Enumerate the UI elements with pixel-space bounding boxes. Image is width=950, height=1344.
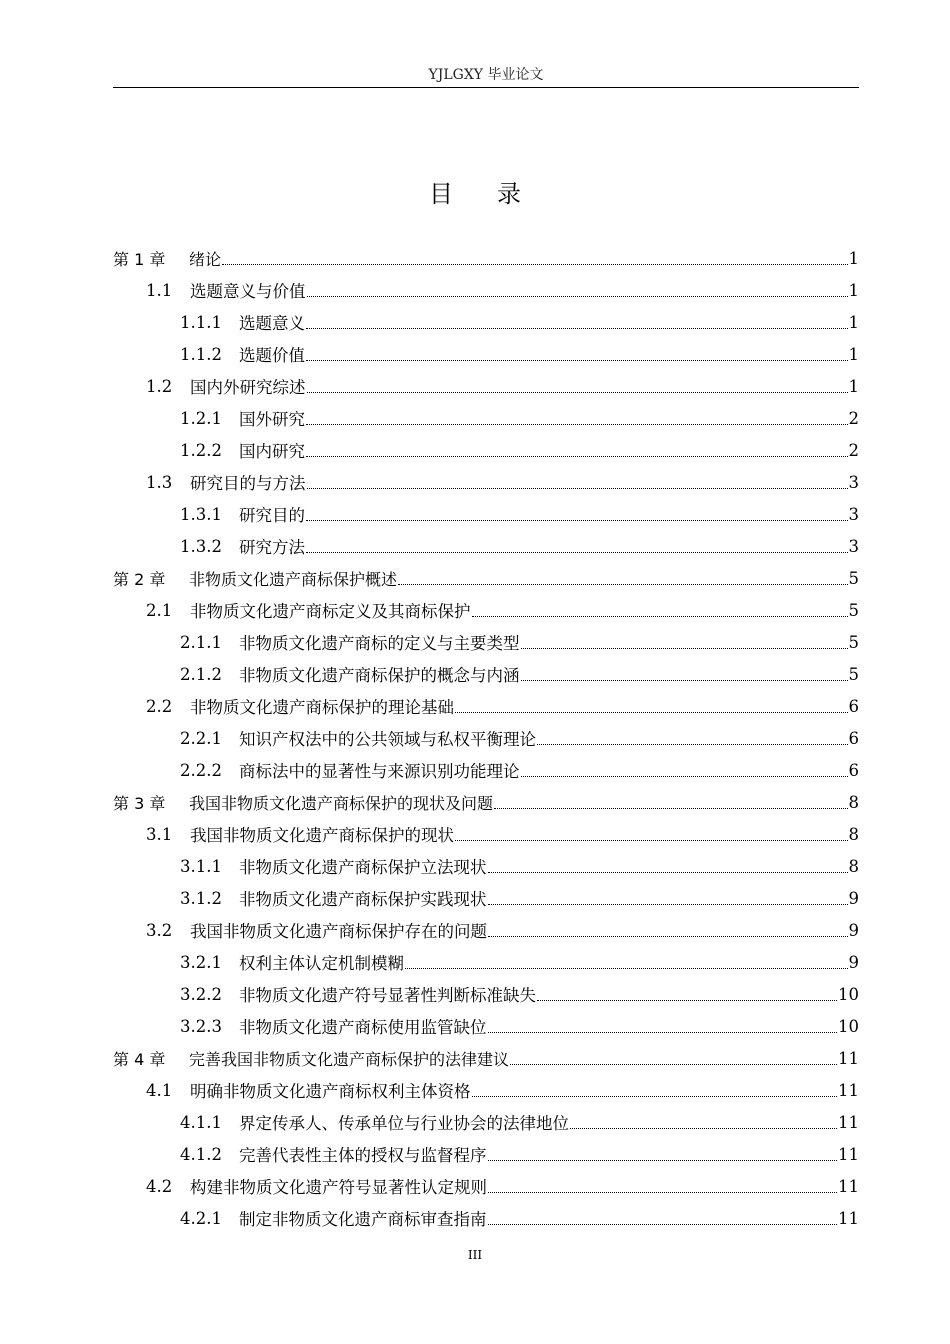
toc-dot-leader [488,1032,838,1033]
toc-entry-page: 1 [848,312,859,332]
toc-entry-title: 非物质文化遗产商标保护立法现状 [239,858,487,877]
toc-entry-number: 3.1.1 [180,856,222,876]
toc-entry-number: 1.2.2 [180,440,222,460]
toc-dot-leader [306,456,848,457]
toc-entry-number: 1.1 [146,280,173,300]
toc-dot-leader [306,360,848,361]
toc-entry-title: 非物质文化遗产商标定义及其商标保护 [190,602,471,621]
toc-entry[interactable] [113,818,859,850]
toc-dot-leader [537,1000,837,1001]
toc-entry[interactable] [113,306,859,338]
toc-entry-title: 研究目的与方法 [190,474,306,493]
toc-dot-leader [306,328,848,329]
toc-entry-number: 4.2 [146,1176,173,1196]
toc-entry-number: 2.2.1 [180,728,222,748]
toc-title: 目录 [429,180,565,208]
toc-dot-leader [222,264,847,265]
toc-entry-page: 2 [848,440,859,460]
toc-entry[interactable] [113,946,859,978]
toc-entry-title: 权利主体认定机制模糊 [239,954,404,973]
toc-entry-page: 1 [848,376,859,396]
toc-dot-leader [306,520,848,521]
toc-entry[interactable] [113,978,859,1010]
toc-entry-number: 4.2.1 [180,1208,222,1228]
header-rule [113,87,859,88]
toc-entry-page: 8 [848,856,859,876]
toc-entry-page: 10 [838,1016,859,1036]
toc-entry-title: 制定非物质文化遗产商标审查指南 [239,1210,487,1229]
toc-entry-title: 国外研究 [239,410,305,429]
toc-entry[interactable] [113,1042,859,1074]
toc-dot-leader [494,808,847,809]
toc-entry[interactable] [113,338,859,370]
toc-entry-number: 1.3.2 [180,536,222,556]
toc-entry-number: 1.3 [146,472,173,492]
toc-dot-leader [488,1160,838,1161]
toc-entry[interactable] [113,1202,859,1234]
toc-entry[interactable] [113,850,859,882]
toc-entry-number: 1.1.2 [180,344,222,364]
toc-entry-title: 国内研究 [239,442,305,461]
toc-entry-number: 3.2.1 [180,952,222,972]
toc-entry-number: 4.1 [146,1080,173,1100]
toc-entry-number: 2.1 [146,600,173,620]
toc-entry-title: 非物质文化遗产商标保护的理论基础 [190,698,454,717]
toc-entry-page: 11 [838,1208,859,1228]
toc-entry[interactable] [113,370,859,402]
toc-entry-page: 1 [848,280,859,300]
toc-entry-number: 1.2.1 [180,408,222,428]
toc-entry[interactable] [113,786,859,818]
toc-entry-page: 9 [848,952,859,972]
toc-entry-page: 6 [848,760,859,780]
toc-dot-leader [405,968,848,969]
toc-entry-page: 5 [848,600,859,620]
toc-entry-number: 第 4 章 [113,1049,166,1069]
toc-dot-leader [307,488,848,489]
toc-entry-title: 构建非物质文化遗产符号显著性认定规则 [190,1178,487,1197]
toc-dot-leader [521,680,848,681]
toc-entry-page: 3 [848,504,859,524]
toc-entry-page: 11 [838,1112,859,1132]
toc-entry-number: 2.1.1 [180,632,222,652]
toc-entry-page: 6 [848,728,859,748]
toc-entry-page: 11 [838,1080,859,1100]
toc-dot-leader [510,1064,837,1065]
toc-dot-leader [488,872,848,873]
toc-entry-title: 商标法中的显著性与来源识别功能理论 [239,762,520,781]
toc-dot-leader [472,616,848,617]
toc-entry[interactable] [113,1138,859,1170]
toc-entry-page: 5 [848,568,859,588]
toc-entry[interactable] [113,1074,859,1106]
toc-entry-page: 11 [838,1176,859,1196]
toc-entry-page: 5 [848,632,859,652]
toc-entry-number: 第 3 章 [113,793,166,813]
toc-entry-title: 非物质文化遗产商标保护的概念与内涵 [239,666,520,685]
toc-dot-leader [307,392,848,393]
toc-entry[interactable] [113,626,859,658]
toc-entry-title: 完善我国非物质文化遗产商标保护的法律建议 [189,1049,510,1069]
toc-entry-number: 第 2 章 [113,569,166,589]
toc-entry-title: 明确非物质文化遗产商标权利主体资格 [190,1082,471,1101]
toc-entry-title: 研究方法 [239,538,305,557]
toc-entry[interactable] [113,466,859,498]
toc-dot-leader [306,552,848,553]
toc-dot-leader [306,424,848,425]
toc-entry-number: 3.2.3 [180,1016,222,1036]
toc-entry-page: 1 [848,344,859,364]
toc-dot-leader [488,936,848,937]
toc-entry-number: 1.1.1 [180,312,222,332]
toc-entry-title: 绪论 [189,249,222,269]
toc-entry-number: 3.1 [146,824,173,844]
toc-entry-title: 非物质文化遗产商标的定义与主要类型 [239,634,520,653]
toc-dot-leader [472,1096,838,1097]
toc-entry-title: 我国非物质文化遗产商标保护的现状 [190,826,454,845]
toc-entry-number: 1.2 [146,376,173,396]
toc-entry-title: 我国非物质文化遗产商标保护的现状及问题 [189,793,494,813]
toc-entry-title: 完善代表性主体的授权与监督程序 [239,1146,487,1165]
toc-entry[interactable] [113,690,859,722]
toc-entry-title: 非物质文化遗产商标保护概述 [189,569,398,589]
toc-entry-page: 2 [848,408,859,428]
toc-dot-leader [307,296,848,297]
toc-dot-leader [398,584,847,585]
toc-entry[interactable] [113,722,859,754]
toc-entry-title: 选题意义与价值 [190,282,306,301]
toc-entry-page: 3 [848,472,859,492]
toc-entry[interactable] [113,562,859,594]
toc-dot-leader [570,1128,837,1129]
toc-entry-page: 5 [848,664,859,684]
toc-entry-number: 2.2 [146,696,173,716]
toc-entry[interactable] [113,274,859,306]
toc-dot-leader [488,904,848,905]
page-header: YJLGXY 毕业论文 [428,67,544,83]
toc-entry-title: 界定传承人、传承单位与行业协会的法律地位 [239,1114,569,1133]
toc-entry[interactable] [113,914,859,946]
toc-entry-title: 知识产权法中的公共领域与私权平衡理论 [239,730,536,749]
toc-entry-page: 9 [848,920,859,940]
toc-entry[interactable] [113,1170,859,1202]
toc-dot-leader [455,840,848,841]
toc-entry-title: 我国非物质文化遗产商标保护存在的问题 [190,922,487,941]
toc-entry-number: 3.2 [146,920,173,940]
table-of-contents [113,242,859,1234]
toc-entry[interactable] [113,658,859,690]
toc-entry-page: 11 [838,1144,859,1164]
toc-entry-page: 9 [848,888,859,908]
toc-entry-title: 非物质文化遗产商标使用监管缺位 [239,1018,487,1037]
toc-entry-title: 选题价值 [239,346,305,365]
toc-entry-title: 非物质文化遗产符号显著性判断标准缺失 [239,986,536,1005]
toc-entry-number: 1.3.1 [180,504,222,524]
toc-entry[interactable] [113,1010,859,1042]
toc-entry-title: 研究目的 [239,506,305,525]
toc-entry-page: 1 [848,248,859,268]
toc-dot-leader [521,776,848,777]
toc-entry[interactable] [113,594,859,626]
toc-entry-number: 4.1.2 [180,1144,222,1164]
toc-entry[interactable] [113,530,859,562]
toc-entry[interactable] [113,402,859,434]
toc-entry-page: 8 [848,792,859,812]
toc-entry[interactable] [113,754,859,786]
toc-entry[interactable] [113,1106,859,1138]
toc-entry[interactable] [113,882,859,914]
toc-entry[interactable] [113,434,859,466]
toc-entry-page: 8 [848,824,859,844]
toc-entry-number: 2.1.2 [180,664,222,684]
toc-dot-leader [455,712,848,713]
toc-entry[interactable] [113,498,859,530]
toc-entry-title: 选题意义 [239,314,305,333]
toc-dot-leader [488,1224,838,1225]
page-number: III [467,1248,483,1262]
toc-entry-page: 3 [848,536,859,556]
toc-entry-number: 第 1 章 [113,249,166,269]
toc-entry-number: 3.1.2 [180,888,222,908]
toc-entry-title: 非物质文化遗产商标保护实践现状 [239,890,487,909]
toc-entry-page: 10 [838,984,859,1004]
toc-entry[interactable] [113,242,859,274]
toc-dot-leader [488,1192,837,1193]
toc-dot-leader [521,648,848,649]
toc-entry-number: 4.1.1 [180,1112,222,1132]
toc-entry-page: 6 [848,696,859,716]
toc-entry-page: 11 [838,1048,859,1068]
toc-entry-number: 2.2.2 [180,760,222,780]
toc-entry-title: 国内外研究综述 [190,378,306,397]
toc-dot-leader [537,744,848,745]
toc-entry-number: 3.2.2 [180,984,222,1004]
